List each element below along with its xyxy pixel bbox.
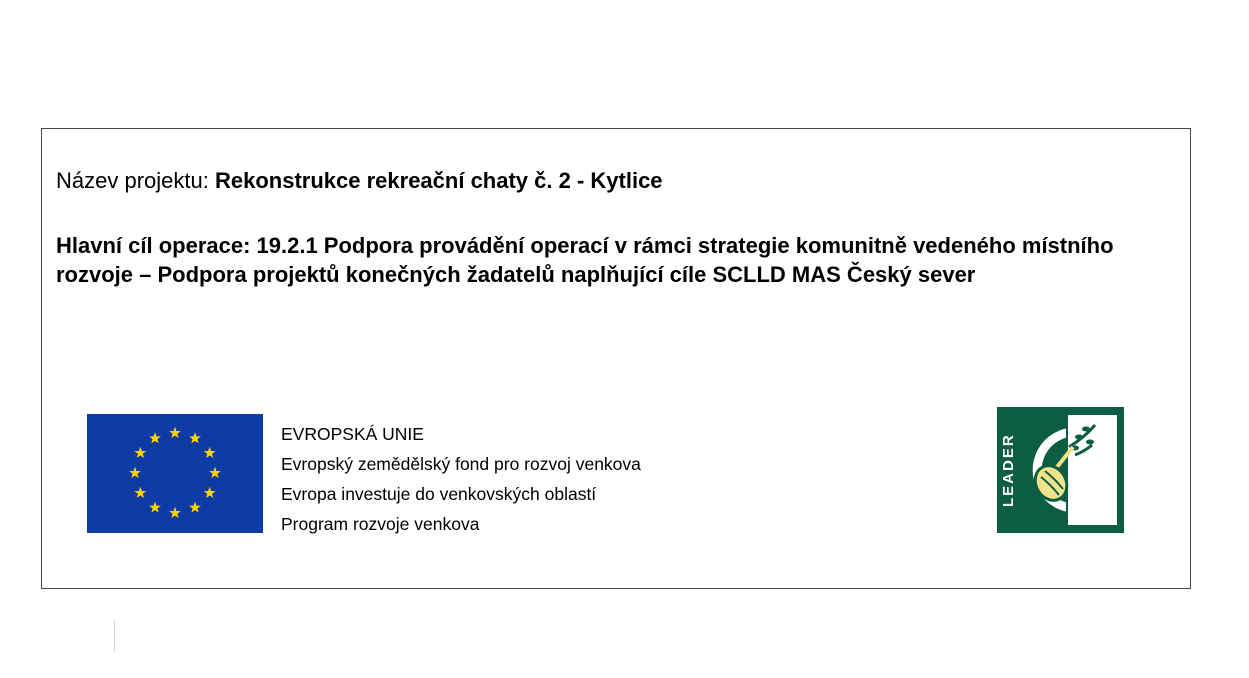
eu-program-name: Program rozvoje venkova — [281, 514, 480, 534]
vertical-divider — [114, 620, 115, 652]
project-name-line — [56, 167, 663, 195]
leader-logo-icon — [997, 407, 1124, 533]
eu-flag-icon — [87, 414, 263, 533]
leader-logo-text: LEADER — [1000, 433, 1017, 507]
project-name-label: Název projektu: — [56, 168, 209, 193]
eu-title: EVROPSKÁ UNIE — [281, 424, 424, 444]
main-goal-text: Hlavní cíl operace: 19.2.1 Podpora provádění operací v rámci strategie komunitně vedeného místního rozvoje – Podpora projektů konečných žadatelů naplňující cíle SCLLD MAS Český sever — [56, 233, 1114, 287]
project-info-box — [41, 128, 1191, 589]
eu-fund-name: Evropský zemědělský fond pro rozvoj venkova — [281, 454, 641, 474]
project-name-value: Rekonstrukce rekreační chaty č. 2 - Kytlice — [214, 168, 663, 193]
eu-text-block — [281, 419, 641, 539]
eu-slogan: Evropa investuje do venkovských oblastí — [281, 484, 597, 504]
